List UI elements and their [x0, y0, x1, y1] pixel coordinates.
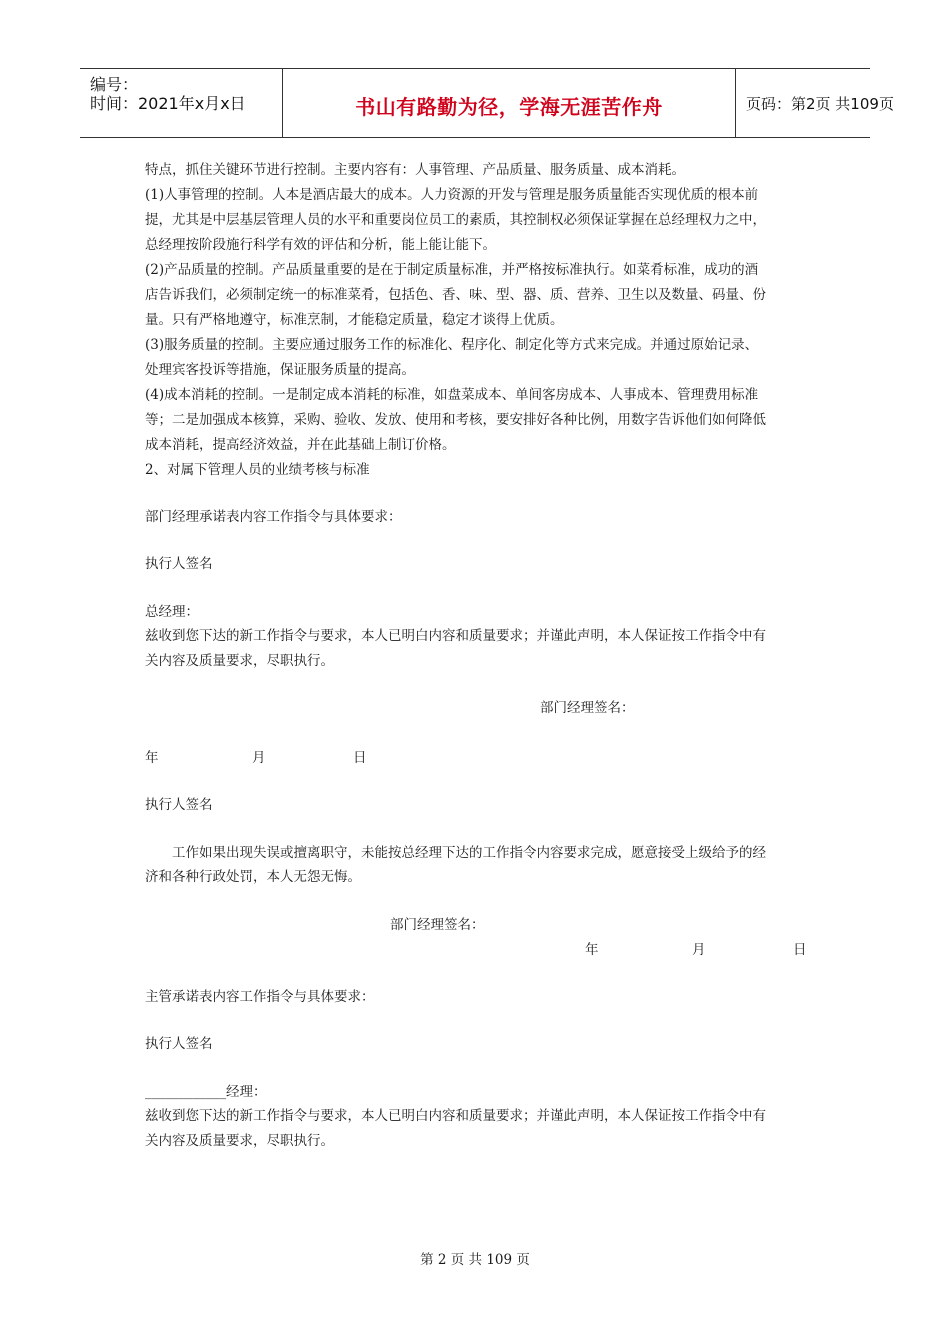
- body-line: (1)人事管理的控制。人本是酒店最大的成本。人力资源的开发与管理是服务质量能否实现优质的根本前: [145, 187, 759, 203]
- executor-signature-label: 执行人签名: [145, 797, 213, 813]
- header-motto-cell: [282, 69, 736, 137]
- date-month: 月: [692, 942, 706, 958]
- body-line: 兹收到您下达的新工作指令与要求，本人已明白内容和质量要求；并谨此声明，本人保证按工作指令中有: [145, 628, 766, 644]
- header-page-number: 页码：第2页 共109页: [746, 95, 894, 113]
- body-line: (3)服务质量的控制。主要应通过服务工作的标准化、程序化、制定化等方式来完成。并通过原始记录、: [145, 337, 759, 353]
- body-line: 店告诉我们，必须制定统一的标准菜肴，包括色、香、味、型、器、质、营养、卫生以及数量、码量、份: [145, 287, 766, 303]
- doc-time-label: 时间：2021年x月x日: [90, 94, 246, 113]
- body-line: 提，尤其是中层基层管理人员的水平和重要岗位员工的素质，其控制权必须保证掌握在总经理权力之中，: [145, 212, 766, 228]
- page-header: [80, 68, 894, 138]
- addressee-label: 总经理：: [145, 604, 199, 620]
- executor-signature-label: 执行人签名: [145, 1036, 213, 1052]
- body-line: 工作如果出现失误或擅离职守，未能按总经理下达的工作指令内容要求完成，愿意接受上级给予的经: [172, 845, 766, 861]
- date-month: 月: [252, 750, 266, 766]
- header-page-cell: [734, 69, 894, 137]
- header-meta: [80, 69, 282, 137]
- section-heading: 2、对属下管理人员的业绩考核与标准: [145, 462, 370, 478]
- body-line: 总经理按阶段施行科学有效的评估和分析，能上能让能下。: [145, 237, 496, 253]
- body-line: 特点，抓住关键环节进行控制。主要内容有：人事管理、产品质量、服务质量、成本消耗。: [145, 162, 685, 178]
- form-title: 部门经理承诺表内容工作指令与具体要求：: [145, 509, 402, 525]
- date-year: 年: [585, 942, 599, 958]
- doc-number-label: 编号：: [90, 75, 139, 94]
- addressee-label: ____________经理：: [145, 1084, 267, 1100]
- body-line: 等；二是加强成本核算，采购、验收、发放、使用和考核，要安排好各种比例，用数字告诉他们如何降低: [145, 412, 766, 428]
- manager-signature-label: 部门经理签名：: [540, 700, 635, 716]
- body-line: (2)产品质量的控制。产品质量重要的是在于制定质量标准，并严格按标准执行。如菜肴标准，成功的酒: [145, 262, 759, 278]
- body-line: (4)成本消耗的控制。一是制定成本消耗的标准，如盘菜成本、单间客房成本、人事成本、管理费用标准: [145, 387, 759, 403]
- page-footer: 第 2 页 共 109 页: [420, 1252, 530, 1268]
- form-title: 主管承诺表内容工作指令与具体要求：: [145, 989, 375, 1005]
- executor-signature-label: 执行人签名: [145, 556, 213, 572]
- date-year: 年: [145, 750, 159, 766]
- motto-text: 书山有路勤为径，学海无涯苦作舟: [355, 95, 663, 119]
- body-line: 成本消耗，提高经济效益，并在此基础上制订价格。: [145, 437, 456, 453]
- date-day: 日: [793, 942, 807, 958]
- body-line: 处理宾客投诉等措施，保证服务质量的提高。: [145, 362, 415, 378]
- body-line: 量。只有严格地遵守，标准烹制，才能稳定质量，稳定才谈得上优质。: [145, 312, 564, 328]
- body-line: 关内容及质量要求，尽职执行。: [145, 1133, 334, 1149]
- manager-signature-label: 部门经理签名：: [390, 917, 485, 933]
- body-line: 济和各种行政处罚，本人无怨无悔。: [145, 869, 361, 885]
- body-line: 兹收到您下达的新工作指令与要求，本人已明白内容和质量要求；并谨此声明，本人保证按工作指令中有: [145, 1108, 766, 1124]
- body-line: 关内容及质量要求，尽职执行。: [145, 653, 334, 669]
- date-day: 日: [353, 750, 367, 766]
